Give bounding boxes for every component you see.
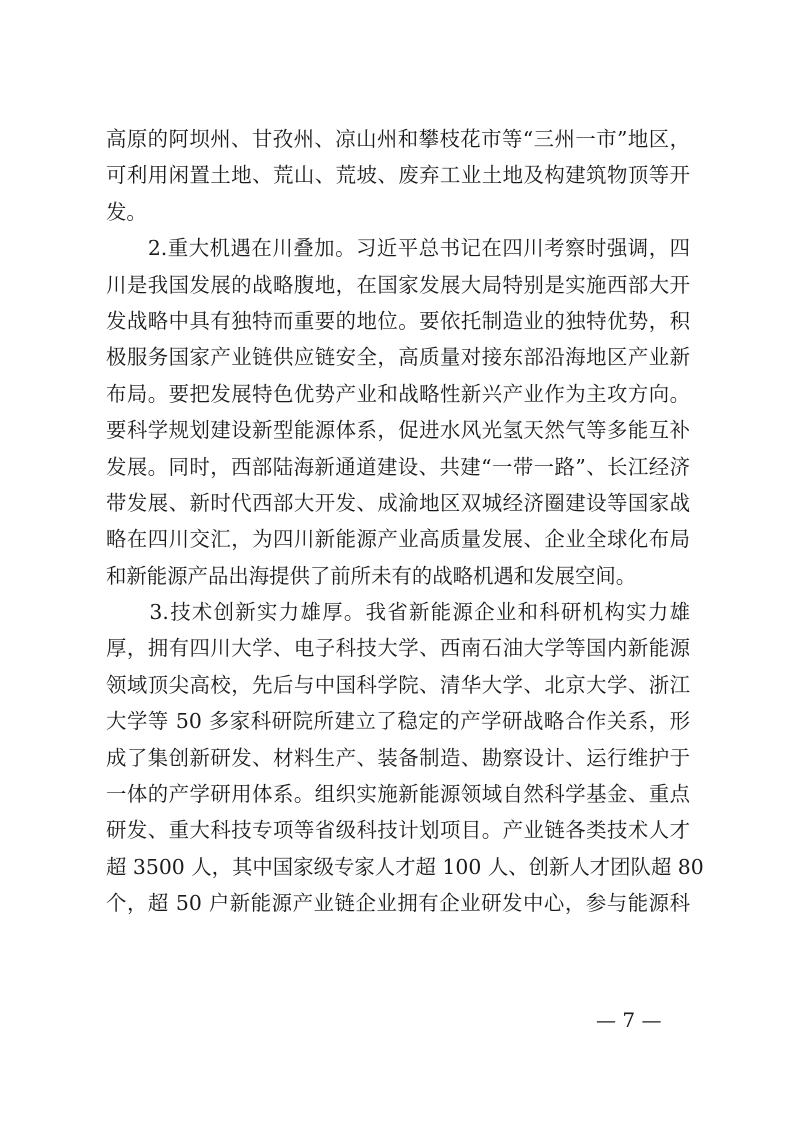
text-line: 领域顶尖高校，先后与中国科学院、清华大学、北京大学、浙江 (106, 672, 690, 697)
text-line: 2.重大机遇在川叠加。习近平总书记在四川考察时强调，四 (106, 236, 690, 261)
text-line: 大学等 50 多家科研院所建立了稳定的产学研战略合作关系，形 (106, 709, 690, 734)
page-number: — 7 — (596, 1008, 662, 1032)
text-line: 一体的产学研用体系。组织实施新能源领域自然科学基金、重点 (106, 782, 690, 807)
text-line: 可利用闲置土地、荒山、荒坡、废弃工业土地及构建筑物顶等开 (106, 163, 690, 188)
text-line: 发战略中具有独特而重要的地位。要依托制造业的独特优势，积 (106, 308, 690, 333)
text-line: 发。 (106, 199, 147, 224)
body-text (106, 121, 704, 922)
text-line: 川是我国发展的战略腹地，在国家发展大局特别是实施西部大开 (106, 272, 690, 297)
text-line: 厚，拥有四川大学、电子科技大学、西南石油大学等国内新能源 (106, 636, 690, 661)
text-line: 极服务国家产业链供应链安全，高质量对接东部沿海地区产业新 (106, 345, 690, 370)
text-line: 超 3500 人，其中国家级专家人才超 100 人、创新人才团队超 80 (106, 854, 704, 879)
text-line: 带发展、新时代西部大开发、成渝地区双城经济圈建设等国家战 (106, 490, 690, 515)
paragraph-2 (106, 230, 690, 594)
paragraph-3 (106, 594, 704, 922)
text-line: 3.技术创新实力雄厚。我省新能源企业和科研机构实力雄 (106, 600, 690, 625)
text-line: 个，超 50 户新能源产业链企业拥有企业研发中心，参与能源科 (106, 891, 690, 916)
text-line: 发展。同时，西部陆海新通道建设、共建“一带一路”、长江经济 (106, 454, 690, 479)
text-line: 和新能源产品出海提供了前所未有的战略机遇和发展空间。 (106, 563, 637, 588)
text-line: 布局。要把发展特色优势产业和战略性新兴产业作为主攻方向。 (106, 381, 690, 406)
text-line: 研发、重大科技专项等省级科技计划项目。产业链各类技术人才 (106, 818, 690, 843)
text-line: 要科学规划建设新型能源体系，促进水风光氢天然气等多能互补 (106, 418, 690, 443)
paragraph-1 (106, 121, 690, 230)
text-line: 高原的阿坝州、甘孜州、凉山州和攀枝花市等“三州一市”地区， (106, 127, 690, 151)
text-line: 略在四川交汇，为四川新能源产业高质量发展、企业全球化布局 (106, 527, 690, 552)
text-line: 成了集创新研发、材料生产、装备制造、勘察设计、运行维护于 (106, 745, 690, 770)
